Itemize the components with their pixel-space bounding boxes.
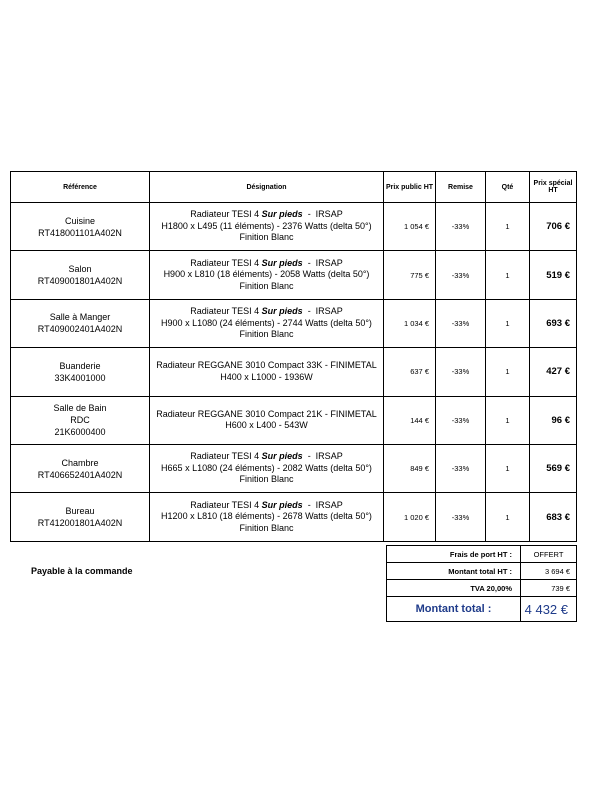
header-designation: Désignation bbox=[150, 172, 384, 203]
table-row bbox=[11, 299, 577, 347]
reference-code: RT406652401A402N bbox=[37, 469, 123, 480]
public-price-cell: 1 054 € bbox=[384, 203, 436, 251]
product-name: Radiateur TESI 4 bbox=[190, 257, 262, 268]
product-brand: - IRSAP bbox=[302, 306, 343, 317]
header-reference: Référence bbox=[11, 172, 150, 203]
discount-cell: -33% bbox=[436, 396, 486, 444]
table-row bbox=[11, 444, 577, 492]
public-price-cell: 1 034 € bbox=[384, 299, 436, 347]
table-row bbox=[11, 203, 577, 251]
product-title bbox=[150, 500, 383, 512]
table-row bbox=[11, 493, 577, 541]
product-finish: Finition Blanc bbox=[239, 232, 294, 243]
quantity-cell: 1 bbox=[486, 396, 530, 444]
discount-cell: -33% bbox=[436, 348, 486, 396]
product-specs: H900 x L1080 (24 éléments) - 2744 Watts (delta 50°) bbox=[161, 317, 372, 328]
special-price-cell: 683 € bbox=[530, 493, 577, 541]
shipping-value: OFFERT bbox=[521, 546, 577, 563]
header-quantity: Qté bbox=[486, 172, 530, 203]
special-price-cell: 693 € bbox=[530, 299, 577, 347]
product-name: Radiateur TESI 4 bbox=[190, 209, 262, 220]
reference-code: RT409002401A402N bbox=[37, 324, 123, 335]
public-price-cell: 775 € bbox=[384, 251, 436, 299]
reference-cell bbox=[11, 444, 150, 492]
quantity-cell: 1 bbox=[486, 299, 530, 347]
product-mount: Sur pieds bbox=[261, 499, 303, 510]
shipping-row bbox=[387, 546, 577, 563]
table-row bbox=[11, 251, 577, 299]
designation-cell bbox=[150, 299, 384, 347]
tva-value: 739 € bbox=[521, 580, 577, 597]
product-title bbox=[150, 258, 383, 270]
grand-total-row bbox=[387, 597, 577, 622]
discount-cell: -33% bbox=[436, 203, 486, 251]
public-price-cell: 637 € bbox=[384, 348, 436, 396]
reference-code: RT418001101A402N bbox=[38, 227, 122, 238]
product-mount: Sur pieds bbox=[261, 451, 303, 462]
product-name: Radiateur TESI 4 bbox=[190, 499, 262, 510]
reference-code: 33K4001000 bbox=[54, 372, 106, 383]
designation-cell bbox=[150, 251, 384, 299]
quantity-cell: 1 bbox=[486, 251, 530, 299]
totals-table bbox=[386, 545, 577, 622]
room-name: Chambre bbox=[61, 457, 99, 468]
reference-cell bbox=[11, 203, 150, 251]
payment-terms: Payable à la commande bbox=[31, 566, 133, 576]
total-ht-row bbox=[387, 563, 577, 580]
product-mount: Sur pieds bbox=[261, 257, 303, 268]
product-specs: H600 x L400 - 543W bbox=[225, 420, 308, 431]
product-finish: Finition Blanc bbox=[239, 522, 294, 533]
discount-cell: -33% bbox=[436, 444, 486, 492]
table-row bbox=[11, 396, 577, 444]
room-name: Salle de Bain bbox=[53, 403, 107, 414]
room-name: Cuisine bbox=[64, 215, 95, 226]
product-name: Radiateur TESI 4 bbox=[190, 451, 262, 462]
product-title: Radiateur REGGANE 3010 Compact 33K - FINIMETAL bbox=[156, 360, 377, 371]
product-name: Radiateur TESI 4 bbox=[190, 306, 262, 317]
total-ht-label: Montant total HT : bbox=[387, 563, 521, 580]
product-finish: Finition Blanc bbox=[239, 329, 294, 340]
quote-table bbox=[10, 171, 577, 542]
product-title: Radiateur REGGANE 3010 Compact 21K - FINIMETAL bbox=[156, 408, 377, 419]
tva-label: TVA 20,00% bbox=[387, 580, 521, 597]
shipping-label: Frais de port HT : bbox=[387, 546, 521, 563]
reference-cell bbox=[11, 251, 150, 299]
discount-cell: -33% bbox=[436, 493, 486, 541]
quantity-cell: 1 bbox=[486, 203, 530, 251]
public-price-cell: 144 € bbox=[384, 396, 436, 444]
product-title bbox=[150, 306, 383, 318]
product-brand: - IRSAP bbox=[302, 209, 343, 220]
product-title bbox=[150, 209, 383, 221]
quantity-cell: 1 bbox=[486, 493, 530, 541]
discount-cell: -33% bbox=[436, 299, 486, 347]
room-name: Salon bbox=[68, 264, 92, 275]
room-name: Buanderie bbox=[59, 360, 101, 371]
table-body bbox=[11, 203, 577, 542]
reference-code: RT412001801A402N bbox=[37, 518, 123, 529]
special-price-cell: 96 € bbox=[530, 396, 577, 444]
quantity-cell: 1 bbox=[486, 444, 530, 492]
product-specs: H1800 x L495 (11 éléments) - 2376 Watts (delta 50°) bbox=[161, 220, 372, 231]
special-price-cell: 427 € bbox=[530, 348, 577, 396]
product-brand: - IRSAP bbox=[302, 451, 343, 462]
product-brand: - IRSAP bbox=[302, 257, 343, 268]
reference-cell bbox=[11, 493, 150, 541]
table-row bbox=[11, 348, 577, 396]
reference-cell bbox=[11, 396, 150, 444]
product-specs: H665 x L1080 (24 éléments) - 2082 Watts (delta 50°) bbox=[161, 462, 372, 473]
grand-total-label: Montant total : bbox=[387, 597, 521, 622]
reference-cell bbox=[11, 299, 150, 347]
designation-cell bbox=[150, 493, 384, 541]
designation-cell bbox=[150, 396, 384, 444]
product-specs: H1200 x L810 (18 éléments) - 2678 Watts (delta 50°) bbox=[161, 511, 372, 522]
special-price-cell: 519 € bbox=[530, 251, 577, 299]
room-name: RDC bbox=[70, 415, 90, 426]
product-mount: Sur pieds bbox=[261, 209, 303, 220]
tva-row bbox=[387, 580, 577, 597]
header-special-price: Prix spécial HT bbox=[530, 172, 577, 203]
reference-code: RT409001801A402N bbox=[37, 276, 123, 287]
reference-cell bbox=[11, 348, 150, 396]
designation-cell bbox=[150, 348, 384, 396]
product-title bbox=[150, 451, 383, 463]
header-public-price: Prix public HT bbox=[384, 172, 436, 203]
product-specs: H900 x L810 (18 éléments) - 2058 Watts (delta 50°) bbox=[163, 269, 370, 280]
total-ht-value: 3 694 € bbox=[521, 563, 577, 580]
special-price-cell: 706 € bbox=[530, 203, 577, 251]
room-name: Salle à Manger bbox=[49, 312, 111, 323]
grand-total-value: 4 432 € bbox=[521, 597, 577, 622]
reference-code: 21K6000400 bbox=[54, 427, 106, 438]
product-specs: H400 x L1000 - 1936W bbox=[220, 371, 313, 382]
product-mount: Sur pieds bbox=[261, 306, 303, 317]
public-price-cell: 1 020 € bbox=[384, 493, 436, 541]
discount-cell: -33% bbox=[436, 251, 486, 299]
special-price-cell: 569 € bbox=[530, 444, 577, 492]
public-price-cell: 849 € bbox=[384, 444, 436, 492]
quantity-cell: 1 bbox=[486, 348, 530, 396]
product-finish: Finition Blanc bbox=[239, 474, 294, 485]
product-brand: - IRSAP bbox=[302, 499, 343, 510]
designation-cell bbox=[150, 444, 384, 492]
product-finish: Finition Blanc bbox=[239, 280, 294, 291]
designation-cell bbox=[150, 203, 384, 251]
header-discount: Remise bbox=[436, 172, 486, 203]
header-row bbox=[11, 172, 577, 203]
room-name: Bureau bbox=[65, 506, 95, 517]
